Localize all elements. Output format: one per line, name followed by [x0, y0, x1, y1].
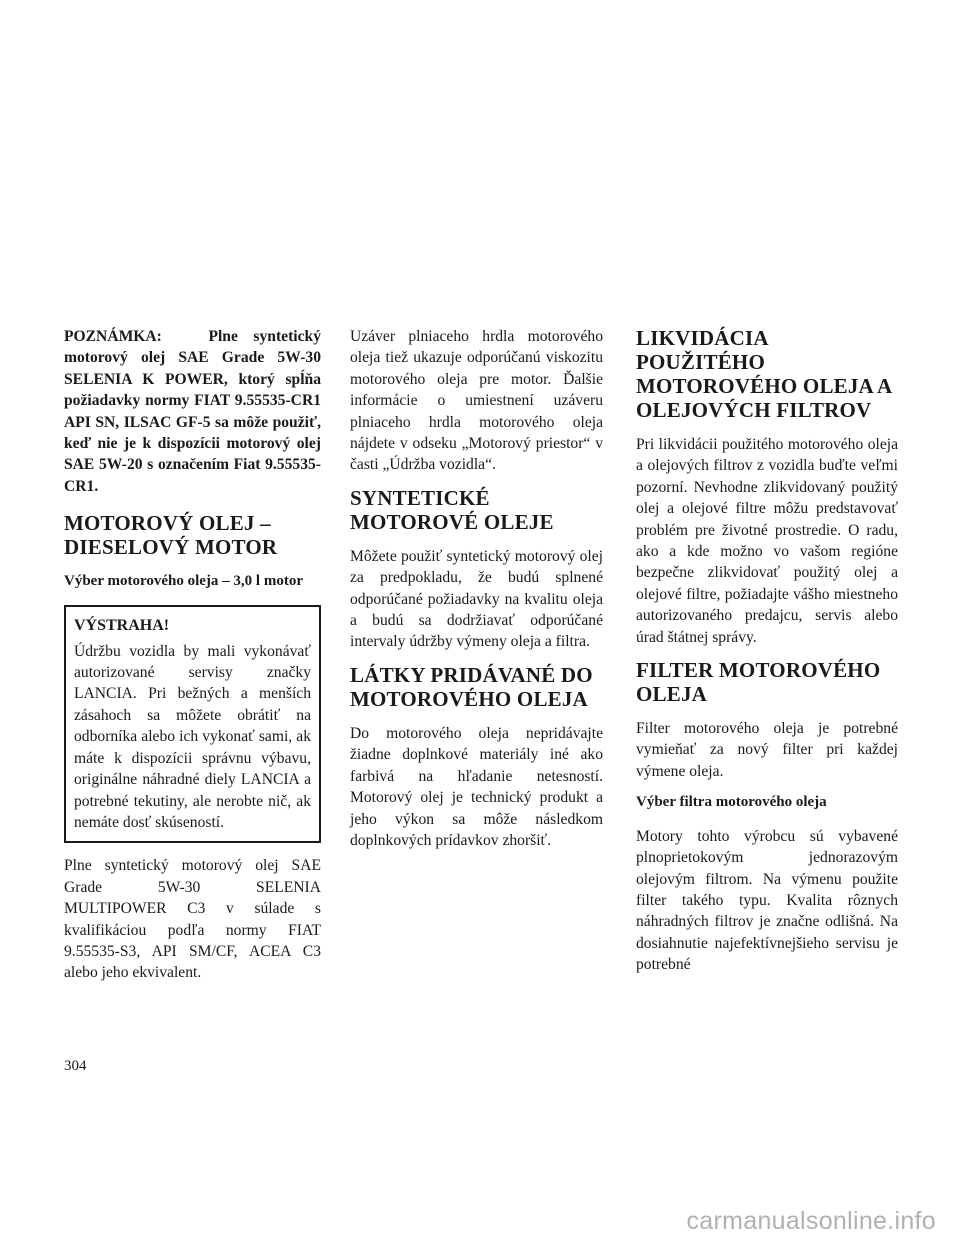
additives-text: Do motorového oleja nepridávajte žiadne doplnkové materiály iné ako farbivá na hľadanie netesností. Motorový olej je technický produkt a jeho výkon sa môže následkom doplnkových prídavkov zhoršiť. — [350, 724, 603, 849]
diesel-oil-spec: Plne syntetický motorový olej SAE Grade 5W-30 SELENIA MULTIPOWER C3 v súlade s kvalifikáciou podľa normy FIAT 9.55535-S3, API SM/CF, ACEA C3 alebo jeho ekvivalent. — [64, 857, 321, 982]
heading-disposal: LIKVIDÁCIA POUŽITÉHO MOTOROVÉHO OLEJA A OLEJOVÝCH FILTROV — [636, 326, 892, 422]
column-middle — [350, 326, 603, 861]
column-right — [636, 326, 898, 986]
heading-oil-filter: FILTER MOTOROVÉHO OLEJA — [636, 658, 881, 707]
page-number: 304 — [64, 1058, 87, 1074]
synthetic-oils-text: Môžete použiť syntetický motorový olej za predpokladu, že budú splnené odporúčané požiadavky na kvalitu oleja a budú sa dodržiavať odporúčané intervaly údržby výmeny oleja a filtra. — [350, 547, 603, 651]
heading-diesel-oil: MOTOROVÝ OLEJ – DIESELOVÝ MOTOR — [64, 511, 278, 560]
oil-filter-text: Filter motorového oleja je potrebné vymieňať za nový filter pri každej výmene oleja. — [636, 720, 898, 780]
subheading-oil-selection: Výber motorového oleja – 3,0 l motor — [64, 573, 303, 590]
disposal-text: Pri likvidácii použitého motorového oleja a olejových filtrov z vozidla buďte veľmi pozorní. Nevhodne zlikvidovaný použitý olej a olejové filtre môžu predstavovať problém pre životné prostredie. O radu, ako a kde možno vo vašom regióne bezpečne zlikvidovať použitý olej a olejové filtre, požiadajte vášho miestneho autorizovaného predajcu, servis alebo úrad štátnej správy. — [636, 436, 898, 646]
filler-cap-text: Uzáver plniaceho hrdla motorového oleja tiež ukazuje odporúčanú viskozitu motorového oleja pre motor. Ďalšie informácie o umiestnení uzáveru plniaceho hrdla motorového oleja nájdete v odseku „Motorový priestor“ v časti „Údržba vozidla“. — [350, 328, 603, 474]
heading-additives: LÁTKY PRIDÁVANÉ DO MOTOROVÉHO OLEJA — [350, 662, 593, 711]
filter-selection-text: Motory tohto výrobcu sú vybavené plnoprietokovým jednorazovým olejovým filtrom. Na výmenu použite filter takého typu. Kvalita rôznych náhradných filtrov je značne odlišná. Na dosiahnutie najefektívnejšieho servisu je potrebné — [636, 827, 898, 974]
warning-title: VÝSTRAHA! — [74, 616, 170, 634]
column-left — [64, 326, 321, 994]
oil-note: POZNÁMKA: Plne syntetický motorový olej SAE Grade 5W-30 SELENIA K POWER, ktorý spĺňa požiadavky normy FIAT 9.55535-CR1 API SN, ILSAC GF-5 sa môže použiť, keď nie je k dispozícii motorový olej SAE 5W-20 s označením Fiat 9.55535-CR1. — [64, 328, 321, 495]
subheading-filter-selection: Výber filtra motorového oleja — [636, 794, 827, 811]
heading-synthetic-oils: SYNTETICKÉ MOTOROVÉ OLEJE — [350, 485, 554, 534]
warning-box — [64, 605, 321, 844]
watermark: carmanualsonline.info — [686, 1207, 936, 1235]
warning-text: Údržbu vozidla by mali vykonávať autorizované servisy značky LANCIA. Pri bežných a menších zásahoch sa môžete obrátiť na odborníka alebo ich vykonať sami, ak máte k dispozícii správnu výbavu, originálne náhradné diely LANCIA a potrebné tekutiny, ale nerobte nič, ak nemáte dosť skúseností. — [74, 642, 311, 831]
